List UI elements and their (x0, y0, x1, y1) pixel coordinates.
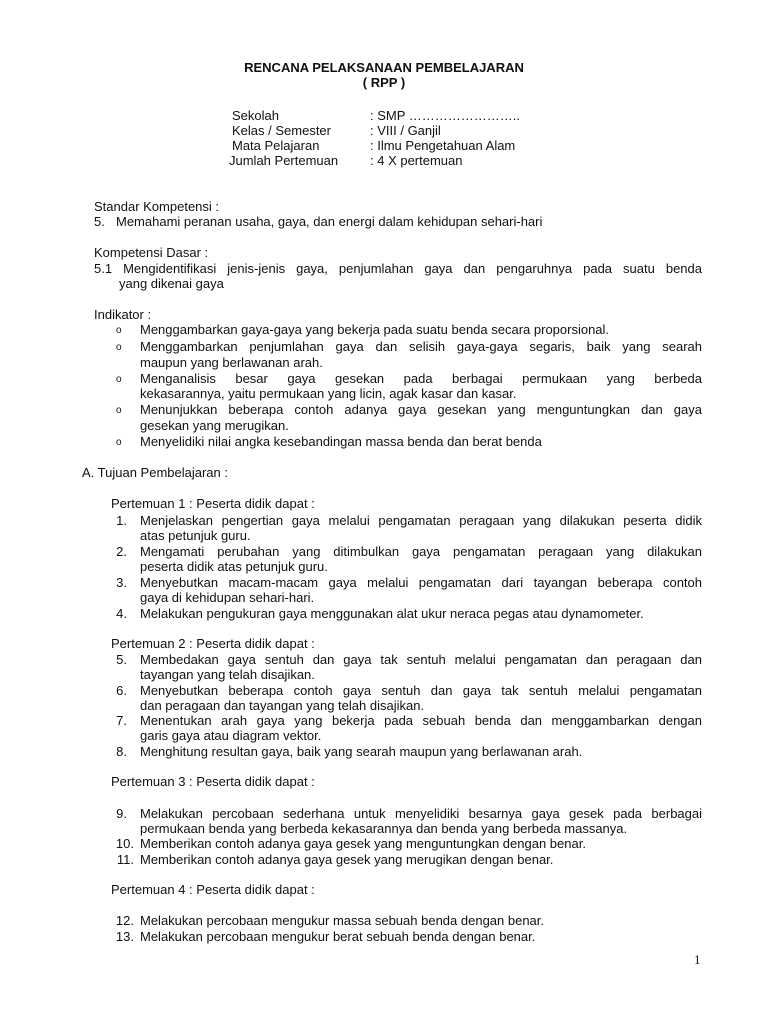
document-subtitle: ( RPP ) (362, 75, 406, 90)
list-item-3-line-2: gaya di kehidupan sehari-hari. (140, 590, 315, 605)
indikator-item-1-line-1: Menggambarkan gaya-gaya yang bekerja pada suatu benda secara proporsional. (140, 322, 610, 337)
list-item-number: 13. (115, 929, 134, 944)
pertemuan-3-heading: Pertemuan 3 : Peserta didik dapat : (111, 774, 315, 789)
list-item-number: 2. (116, 544, 127, 559)
indikator-item-2-line-1: Menggambarkan penjumlahan gaya dan selisih gaya-gaya segaris, baik yang searah (140, 339, 702, 354)
list-item-10-line-1: Memberikan contoh adanya gaya gesek yang menguntungkan dengan benar. (140, 836, 586, 851)
page-number: 1 (694, 952, 701, 967)
list-item-7-line-1: Menentukan arah gaya yang bekerja pada sebuah benda dan menggambarkan dengan (140, 713, 702, 728)
tujuan-heading: A. Tujuan Pembelajaran : (82, 465, 228, 480)
bullet-icon: o (116, 342, 122, 353)
standar-heading: Standar Kompetensi : (94, 199, 220, 214)
bullet-icon: o (116, 325, 122, 336)
kompetensi-line-1: 5.1 Mengidentifikasi jenis-jenis gaya, penjumlahan gaya dan pengaruhnya pada suatu benda (94, 261, 702, 276)
list-item-number: 1. (116, 513, 127, 528)
bullet-icon: o (116, 374, 122, 385)
pertemuan-1-heading: Pertemuan 1 : Peserta didik dapat : (111, 496, 315, 511)
indikator-item-4-line-2: gesekan yang merugikan. (140, 418, 289, 433)
list-item-6-line-2: dan peragaan dan tayangan yang telah disajikan. (140, 698, 425, 713)
meta-label-mapel: Mata Pelajaran (232, 138, 320, 153)
list-item-number: 10. (115, 836, 134, 851)
meta-value-sekolah: : SMP …………………….. (370, 108, 520, 123)
meta-label-sekolah: Sekolah (232, 108, 279, 123)
list-item-2-line-2: peserta didik atas petunjuk guru. (140, 559, 328, 574)
bullet-icon: o (116, 405, 122, 416)
list-item-number: 12. (115, 913, 134, 928)
list-item-5-line-2: tayangan yang telah disajikan. (140, 667, 315, 682)
indikator-item-4-line-1: Menunjukkan beberapa contoh adanya gaya gesekan yang menguntungkan dan gaya (140, 402, 702, 417)
list-item-number: 9. (116, 806, 127, 821)
meta-value-kelas: : VIII / Ganjil (370, 123, 441, 138)
indikator-item-2-line-2: maupun yang berlawanan arah. (140, 355, 323, 370)
list-item-number: 3. (116, 575, 127, 590)
list-item-3-line-1: Menyebutkan macam-macam gaya melalui pengamatan dari tayangan beberapa contoh (140, 575, 702, 590)
indikator-heading: Indikator : (94, 307, 152, 322)
list-item-13-line-1: Melakukan percobaan mengukur berat sebuah benda dengan benar. (140, 929, 536, 944)
meta-label-kelas: Kelas / Semester (232, 123, 331, 138)
list-item-7-line-2: garis gaya atau diagram vektor. (140, 728, 322, 743)
meta-label-pertemuan: Jumlah Pertemuan (229, 153, 339, 168)
pertemuan-4-heading: Pertemuan 4 : Peserta didik dapat : (111, 882, 315, 897)
standar-item-number: 5. (94, 214, 105, 229)
list-item-11-line-1: Memberikan contoh adanya gaya gesek yang merugikan dengan benar. (140, 852, 554, 867)
meta-value-mapel: : Ilmu Pengetahuan Alam (370, 138, 516, 153)
list-item-12-line-1: Melakukan percobaan mengukur massa sebuah benda dengan benar. (140, 913, 545, 928)
kompetensi-heading: Kompetensi Dasar : (94, 245, 209, 260)
list-item-4-line-1: Melakukan pengukuran gaya menggunakan alat ukur neraca pegas atau dynamometer. (140, 606, 644, 621)
list-item-8-line-1: Menghitung resultan gaya, baik yang searah maupun yang berlawanan arah. (140, 744, 583, 759)
list-item-number: 6. (116, 683, 127, 698)
list-item-1-line-1: Menjelaskan pengertian gaya melalui pengamatan peragaan yang dilakukan peserta didik (140, 513, 702, 528)
kompetensi-line-2: yang dikenai gaya (119, 276, 224, 291)
indikator-item-3-line-2: kekasarannya, yaitu permukaan yang licin, agak kasar dan kasar. (140, 386, 517, 401)
document-title: RENCANA PELAKSANAAN PEMBELAJARAN (244, 60, 524, 75)
list-item-number: 5. (116, 652, 127, 667)
meta-value-pertemuan: : 4 X pertemuan (370, 153, 463, 168)
list-item-5-line-1: Membedakan gaya sentuh dan gaya tak sentuh melalui pengamatan dan peragaan dan (140, 652, 702, 667)
list-item-number: 11. (116, 852, 134, 867)
list-item-9-line-2: permukaan benda yang berbeda kekasarannya dan benda yang berbeda massanya. (140, 821, 628, 836)
standar-item-text: Memahami peranan usaha, gaya, dan energi dalam kehidupan sehari-hari (116, 214, 543, 229)
list-item-6-line-1: Menyebutkan beberapa contoh gaya sentuh dan gaya tak sentuh melalui pengamatan (140, 683, 702, 698)
indikator-item-3-line-1: Menganalisis besar gaya gesekan pada berbagai permukaan yang berbeda (140, 371, 702, 386)
indikator-item-5-line-1: Menyelidiki nilai angka kesebandingan massa benda dan berat benda (140, 434, 542, 449)
list-item-9-line-1: Melakukan percobaan sederhana untuk menyelidiki besarnya gaya gesek pada berbagai (140, 806, 702, 821)
bullet-icon: o (116, 437, 122, 448)
pertemuan-2-heading: Pertemuan 2 : Peserta didik dapat : (111, 636, 315, 651)
list-item-2-line-1: Mengamati perubahan yang ditimbulkan gaya pengamatan peragaan yang dilakukan (140, 544, 702, 559)
list-item-number: 4. (116, 606, 127, 621)
list-item-number: 7. (116, 713, 127, 728)
list-item-number: 8. (116, 744, 127, 759)
list-item-1-line-2: atas petunjuk guru. (140, 528, 251, 543)
